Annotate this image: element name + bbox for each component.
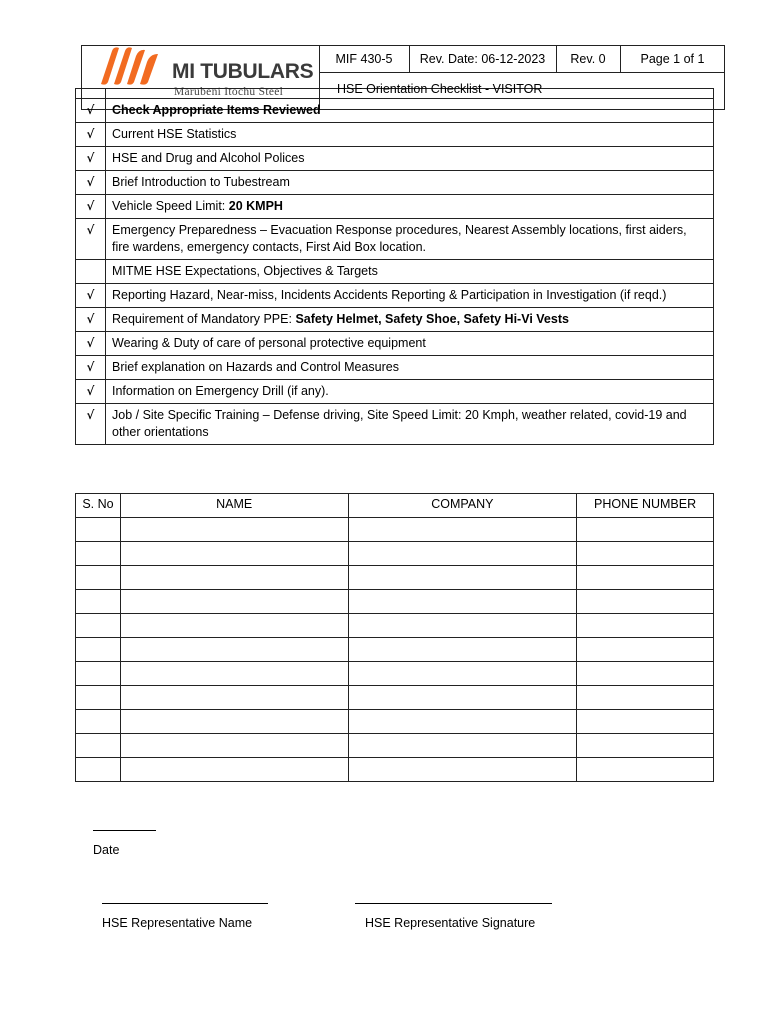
phone-cell[interactable] (577, 734, 714, 758)
sno-cell[interactable] (76, 566, 121, 590)
checklist-item-text: Vehicle Speed Limit: (112, 199, 229, 213)
visitor-table (75, 493, 714, 782)
checklist-row (76, 147, 714, 171)
name-cell[interactable] (120, 734, 348, 758)
visitor-row (76, 518, 714, 542)
rep-signature-label: HSE Representative Signature (365, 916, 536, 930)
phone-cell[interactable] (577, 758, 714, 782)
company-cell[interactable] (348, 686, 577, 710)
sno-cell[interactable] (76, 590, 121, 614)
sno-cell[interactable] (76, 710, 121, 734)
name-cell[interactable] (120, 614, 348, 638)
visitor-table-body (76, 518, 714, 782)
phone-cell[interactable] (577, 638, 714, 662)
visitor-row (76, 686, 714, 710)
column-header-name: NAME (120, 494, 348, 518)
checklist-item-text: Brief Introduction to Tubestream (106, 171, 714, 195)
column-header-company: COMPANY (348, 494, 577, 518)
visitor-row (76, 614, 714, 638)
name-cell[interactable] (120, 710, 348, 734)
company-logo-name: MI TUBULARS (172, 60, 314, 83)
checklist-item-text: Job / Site Specific Training – Defense driving, Site Speed Limit: 20 Kmph, weather related, covid-19 and other orientations (106, 404, 714, 445)
check-mark (76, 260, 106, 284)
checklist-row (76, 219, 714, 260)
checklist-row (76, 308, 714, 332)
visitor-table-header (76, 494, 714, 518)
orientation-checklist-table (75, 88, 714, 445)
name-cell[interactable] (120, 566, 348, 590)
company-cell[interactable] (348, 518, 577, 542)
company-cell[interactable] (348, 710, 577, 734)
mi-tubulars-logo-icon (98, 46, 162, 86)
phone-cell[interactable] (577, 710, 714, 734)
visitor-row (76, 758, 714, 782)
checklist-item-text: Current HSE Statistics (106, 123, 714, 147)
revision-number: Rev. 0 (570, 52, 606, 66)
date-line[interactable] (93, 830, 156, 831)
checklist-item-text: Reporting Hazard, Near-miss, Incidents Accidents Reporting & Participation in Investigation (if reqd.) (106, 284, 714, 308)
check-mark: √ (76, 171, 106, 195)
checklist-row (76, 260, 714, 284)
check-mark: √ (76, 284, 106, 308)
name-cell[interactable] (120, 758, 348, 782)
sno-cell[interactable] (76, 542, 121, 566)
checklist-row (76, 332, 714, 356)
checklist-heading: Check Appropriate Items Reviewed (106, 99, 714, 123)
checklist-item-text: HSE and Drug and Alcohol Polices (106, 147, 714, 171)
rep-name-line[interactable] (102, 903, 268, 904)
company-cell[interactable] (348, 734, 577, 758)
name-cell[interactable] (120, 518, 348, 542)
name-cell[interactable] (120, 686, 348, 710)
company-cell[interactable] (348, 590, 577, 614)
checklist-row (76, 380, 714, 404)
checklist-row (76, 195, 714, 219)
visitor-row (76, 710, 714, 734)
company-cell[interactable] (348, 662, 577, 686)
checklist-item-text: Information on Emergency Drill (if any). (106, 380, 714, 404)
check-mark: √ (76, 123, 106, 147)
sno-cell[interactable] (76, 662, 121, 686)
checklist-row (76, 356, 714, 380)
checklist-item-text: MITME HSE Expectations, Objectives & Targets (106, 260, 714, 284)
phone-cell[interactable] (577, 542, 714, 566)
document-title: HSE Orientation Checklist - VISITOR (337, 82, 543, 96)
visitor-row (76, 638, 714, 662)
phone-cell[interactable] (577, 686, 714, 710)
sno-cell[interactable] (76, 638, 121, 662)
sno-cell[interactable] (76, 518, 121, 542)
doc-number: MIF 430-5 (335, 52, 393, 66)
revision-date: Rev. Date: 06-12-2023 (419, 52, 546, 66)
checklist-row (76, 284, 714, 308)
sno-cell[interactable] (76, 686, 121, 710)
check-mark: √ (76, 404, 106, 445)
check-mark: √ (76, 308, 106, 332)
checklist-item-text: Emergency Preparedness – Evacuation Response procedures, Nearest Assembly locations, first aiders, fire wardens, emergency contacts, First Aid Box location. (106, 219, 714, 260)
checklist-heading-row (76, 99, 714, 123)
name-cell[interactable] (120, 542, 348, 566)
visitor-row (76, 734, 714, 758)
check-mark: √ (76, 332, 106, 356)
check-mark: √ (76, 380, 106, 404)
sno-cell[interactable] (76, 734, 121, 758)
rep-name-label: HSE Representative Name (102, 916, 253, 930)
checklist-row (76, 171, 714, 195)
check-mark: √ (76, 99, 106, 123)
check-mark: √ (76, 195, 106, 219)
visitor-row (76, 590, 714, 614)
date-label: Date (93, 843, 120, 857)
phone-cell[interactable] (577, 518, 714, 542)
name-cell[interactable] (120, 662, 348, 686)
sno-cell[interactable] (76, 758, 121, 782)
company-cell[interactable] (348, 614, 577, 638)
company-cell[interactable] (348, 758, 577, 782)
check-mark: √ (76, 147, 106, 171)
name-cell[interactable] (120, 638, 348, 662)
checklist-row (76, 404, 714, 445)
company-logo-subtitle: Marubeni Itochu Steel (174, 86, 284, 98)
checklist-item (106, 308, 714, 332)
phone-cell[interactable] (577, 662, 714, 686)
page-number: Page 1 of 1 (640, 52, 705, 66)
sno-cell[interactable] (76, 614, 121, 638)
phone-cell[interactable] (577, 566, 714, 590)
column-header-sno: S. No (76, 494, 121, 518)
phone-cell[interactable] (577, 590, 714, 614)
mandatory-ppe-list: Safety Helmet, Safety Shoe, Safety Hi-Vi Vests (295, 312, 569, 326)
check-mark: √ (76, 356, 106, 380)
visitor-row (76, 662, 714, 686)
company-cell[interactable] (348, 638, 577, 662)
checklist-item-text: Requirement of Mandatory PPE: (112, 312, 296, 326)
phone-cell[interactable] (577, 614, 714, 638)
checklist-row (76, 123, 714, 147)
name-cell[interactable] (120, 590, 348, 614)
checklist-item-text: Wearing & Duty of care of personal protective equipment (106, 332, 714, 356)
column-header-phone: PHONE NUMBER (577, 494, 714, 518)
visitor-row (76, 566, 714, 590)
rep-signature-line[interactable] (355, 903, 552, 904)
check-mark: √ (76, 219, 106, 260)
checklist-item-text: Brief explanation on Hazards and Control Measures (106, 356, 714, 380)
visitor-row (76, 542, 714, 566)
checklist-item (106, 195, 714, 219)
speed-limit-value: 20 KMPH (228, 199, 283, 213)
company-cell[interactable] (348, 566, 577, 590)
company-cell[interactable] (348, 542, 577, 566)
